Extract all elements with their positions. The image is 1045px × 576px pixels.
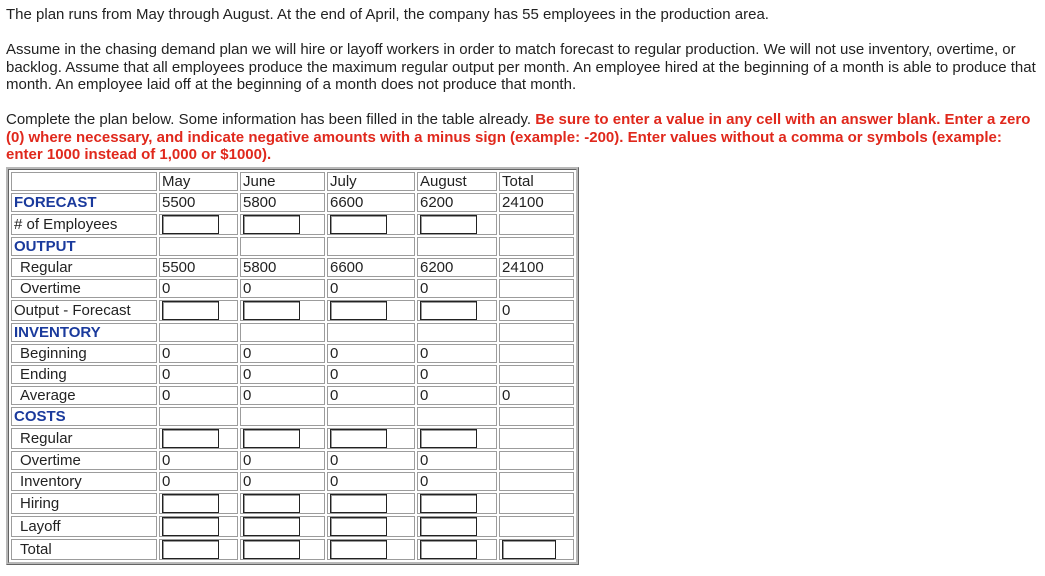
- costs-section-row: [11, 407, 574, 426]
- forecast-total: 24100: [499, 193, 574, 212]
- overtime-output-row: [11, 279, 574, 298]
- average-inventory-label: Average: [11, 386, 157, 405]
- beginning-inventory-row: [11, 344, 574, 363]
- regular-cost-august-input[interactable]: [420, 429, 477, 448]
- total-cost-label: Total: [11, 539, 157, 560]
- output-forecast-total: 0: [499, 300, 574, 321]
- overtime-cost-may: 0: [159, 451, 238, 470]
- overtime-output-june: 0: [240, 279, 325, 298]
- forecast-may: 5500: [159, 193, 238, 212]
- employees-total-cell: [499, 214, 574, 235]
- output-forecast-july-input[interactable]: [330, 301, 387, 320]
- inventory-cost-row: [11, 472, 574, 491]
- beginning-inventory-august: 0: [417, 344, 497, 363]
- forecast-june: 5800: [240, 193, 325, 212]
- regular-output-august: 6200: [417, 258, 497, 277]
- assumptions-paragraph: [6, 41, 1036, 94]
- total-cost-may-input[interactable]: [162, 540, 219, 559]
- employees-august-cell: [417, 214, 497, 235]
- header-row: [11, 172, 574, 191]
- average-inventory-june: 0: [240, 386, 325, 405]
- intro-paragraph: [6, 6, 1036, 24]
- output-forecast-august-input[interactable]: [420, 301, 477, 320]
- header-july: July: [327, 172, 415, 191]
- forecast-row: [11, 193, 574, 212]
- employees-may-input[interactable]: [162, 215, 219, 234]
- layoff-cost-june-input[interactable]: [243, 517, 300, 536]
- average-inventory-may: 0: [159, 386, 238, 405]
- costs-section-label: COSTS: [11, 407, 157, 426]
- beginning-inventory-june: 0: [240, 344, 325, 363]
- total-cost-row: [11, 539, 574, 560]
- ending-inventory-august: 0: [417, 365, 497, 384]
- header-june: June: [240, 172, 325, 191]
- inventory-section-label: INVENTORY: [11, 323, 157, 342]
- inventory-cost-august: 0: [417, 472, 497, 491]
- regular-output-row: [11, 258, 574, 277]
- forecast-august: 6200: [417, 193, 497, 212]
- ending-inventory-row: [11, 365, 574, 384]
- answer-rules-text: Be sure to enter a value in any cell with an answer blank. Enter a zero (0) where necessary, and indicate negative amounts with a minus sign (example: -200). Enter values without a comma or symbols (example: enter 1000 instead of 1,000 or $1000).: [6, 111, 1031, 163]
- forecast-july: 6600: [327, 193, 415, 212]
- total-cost-august-input[interactable]: [420, 540, 477, 559]
- employees-label: # of Employees: [11, 214, 157, 235]
- beginning-inventory-may: 0: [159, 344, 238, 363]
- overtime-cost-june: 0: [240, 451, 325, 470]
- beginning-inventory-label: Beginning: [11, 344, 157, 363]
- output-section-row: [11, 237, 574, 256]
- hiring-cost-july-input[interactable]: [330, 494, 387, 513]
- output-forecast-june-input[interactable]: [243, 301, 300, 320]
- overtime-output-may: 0: [159, 279, 238, 298]
- layoff-cost-label: Layoff: [11, 516, 157, 537]
- regular-cost-july-input[interactable]: [330, 429, 387, 448]
- employees-july-input[interactable]: [330, 215, 387, 234]
- ending-inventory-may: 0: [159, 365, 238, 384]
- total-cost-june-input[interactable]: [243, 540, 300, 559]
- ending-inventory-june: 0: [240, 365, 325, 384]
- output-section-label: OUTPUT: [11, 237, 157, 256]
- regular-output-may: 5500: [159, 258, 238, 277]
- employees-june-input[interactable]: [243, 215, 300, 234]
- forecast-label: FORECAST: [11, 193, 157, 212]
- average-inventory-row: [11, 386, 574, 405]
- average-inventory-total: 0: [499, 386, 574, 405]
- beginning-inventory-july: 0: [327, 344, 415, 363]
- average-inventory-august: 0: [417, 386, 497, 405]
- overtime-output-total: [499, 279, 574, 298]
- employees-row: [11, 214, 574, 235]
- header-august: August: [417, 172, 497, 191]
- inventory-section-row: [11, 323, 574, 342]
- employees-may-cell: [159, 214, 238, 235]
- intro-text: The plan runs from May through August. At the end of April, the company has 55 employees in the production area.: [6, 6, 769, 23]
- employees-june-cell: [240, 214, 325, 235]
- overtime-cost-row: [11, 451, 574, 470]
- inventory-cost-label: Inventory: [11, 472, 157, 491]
- total-cost-july-input[interactable]: [330, 540, 387, 559]
- employees-august-input[interactable]: [420, 215, 477, 234]
- output-forecast-row: [11, 300, 574, 321]
- overtime-output-label: Overtime: [11, 279, 157, 298]
- layoff-cost-may-input[interactable]: [162, 517, 219, 536]
- layoff-cost-row: [11, 516, 574, 537]
- average-inventory-july: 0: [327, 386, 415, 405]
- regular-output-label: Regular: [11, 258, 157, 277]
- regular-cost-label: Regular: [11, 428, 157, 449]
- header-total: Total: [499, 172, 574, 191]
- aggregate-plan-table: [6, 167, 579, 565]
- overtime-cost-label: Overtime: [11, 451, 157, 470]
- regular-cost-row: [11, 428, 574, 449]
- directions-text: Complete the plan below. Some information has been filled in the table already.: [6, 111, 536, 128]
- output-forecast-label: Output - Forecast: [11, 300, 157, 321]
- inventory-cost-july: 0: [327, 472, 415, 491]
- hiring-cost-row: [11, 493, 574, 514]
- output-forecast-may-input[interactable]: [162, 301, 219, 320]
- regular-output-july: 6600: [327, 258, 415, 277]
- hiring-cost-label: Hiring: [11, 493, 157, 514]
- layoff-cost-july-input[interactable]: [330, 517, 387, 536]
- regular-output-total: 24100: [499, 258, 574, 277]
- hiring-cost-june-input[interactable]: [243, 494, 300, 513]
- inventory-cost-june: 0: [240, 472, 325, 491]
- header-may: May: [159, 172, 238, 191]
- inventory-cost-may: 0: [159, 472, 238, 491]
- employees-july-cell: [327, 214, 415, 235]
- overtime-output-july: 0: [327, 279, 415, 298]
- overtime-output-august: 0: [417, 279, 497, 298]
- layoff-cost-august-input[interactable]: [420, 517, 477, 536]
- assumptions-text: Assume in the chasing demand plan we will hire or layoff workers in order to match forecast to regular production. We will not use inventory, overtime, or backlog. Assume that all employees produce the maximum regular output per month. An employee hired at the beginning of a month is able to produce that month. An employee laid off at the beginning of a month does not produce that month.: [6, 41, 1036, 93]
- ending-inventory-label: Ending: [11, 365, 157, 384]
- regular-output-june: 5800: [240, 258, 325, 277]
- regular-cost-may-input[interactable]: [162, 429, 219, 448]
- regular-cost-june-input[interactable]: [243, 429, 300, 448]
- directions-paragraph: [6, 111, 1036, 164]
- hiring-cost-august-input[interactable]: [420, 494, 477, 513]
- ending-inventory-july: 0: [327, 365, 415, 384]
- overtime-cost-july: 0: [327, 451, 415, 470]
- corner-cell: [11, 172, 157, 191]
- overtime-cost-august: 0: [417, 451, 497, 470]
- hiring-cost-may-input[interactable]: [162, 494, 219, 513]
- total-cost-total-input[interactable]: [502, 540, 556, 559]
